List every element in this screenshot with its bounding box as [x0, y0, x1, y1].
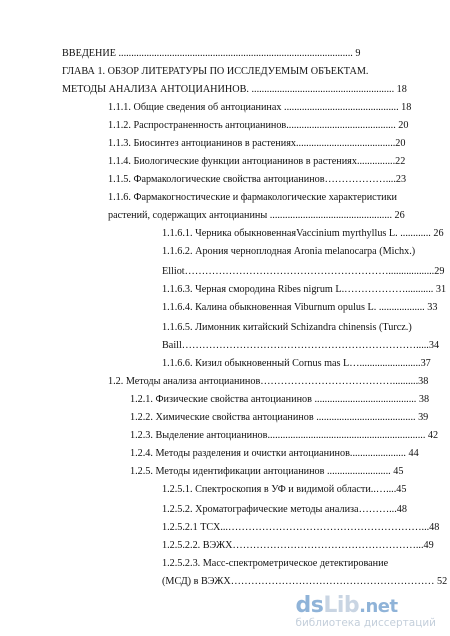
toc-entry	[108, 156, 418, 168]
toc-entry	[162, 246, 418, 258]
toc-entry-text: 1.2.1. Физические свойства антоцианинов ........................................ 38	[130, 394, 430, 405]
toc-entry-text: Baill…………………………………………………………….....34	[162, 340, 440, 351]
toc-entry-text: 1.1.6.3. Черная смородина Ribes nigrum L.………………........... 31	[162, 284, 447, 295]
watermark-logo-text: dsLib.net	[295, 592, 398, 618]
toc-entry-text: 1.2.5. Методы идентификации антоцианинов ......................... 45	[130, 466, 404, 477]
toc-entry-text: 1.1.6. Фармакогностические и фармакологические характеристики	[108, 192, 398, 203]
toc-entry	[162, 522, 440, 534]
toc-entry	[162, 284, 447, 296]
toc-entry-text: 1.1.6.4. Калина обыкновенная Viburnum opulus L. .................. 33	[162, 302, 438, 313]
toc-entry-text: 1.1.2. Распространенность антоцианинов........................................... 20	[108, 120, 409, 131]
toc-entry	[130, 430, 439, 442]
toc-entry-text: 1.2.2. Химические свойства антоцианинов ....................................... 39	[130, 412, 429, 423]
toc-entry-text: растений, содержащих антоцианины ................................................ 26	[108, 210, 405, 221]
toc-entry-text: 1.2.5.2. Хроматографические методы анализа………...48	[162, 504, 407, 515]
toc-entry-text: 1.2. Методы анализа антоцианинов…………………………………..........38	[108, 376, 429, 387]
toc-entry-text: 1.2.5.2.2. ВЭЖХ………………………………………………...49	[162, 540, 434, 551]
toc-entry-text: 1.1.5. Фармакологические свойства антоцианинов………………....23	[108, 174, 407, 185]
toc-entry-text: 1.2.4. Методы разделения и очистки антоцианинов...................... 44	[130, 448, 419, 459]
toc-entry	[130, 412, 429, 424]
toc-entry	[108, 210, 418, 222]
toc-entry-text: 1.1.6.6. Кизил обыкновенный Cornus mas L…........................37	[162, 358, 431, 369]
toc-entry-text: (МСД) в ВЭЖХ…………………………………………………… 52	[162, 576, 448, 587]
dslib-watermark	[295, 592, 436, 629]
toc-entry-text: Elliot……………………………………………………..................29	[162, 266, 445, 277]
toc-entry	[162, 540, 434, 552]
toc-entry-text: ГЛАВА 1. ОБЗОР ЛИТЕРАТУРЫ ПО ИССЛЕДУЕМЫМ ОБЪЕКТАМ.	[62, 66, 369, 77]
toc-entry	[130, 394, 430, 406]
toc-entry	[62, 84, 418, 96]
toc-entry	[162, 504, 418, 516]
toc-entry	[162, 266, 445, 278]
toc-entry	[162, 558, 418, 570]
toc-entry	[108, 174, 418, 186]
toc-entry	[62, 48, 418, 60]
toc-entry-text: МЕТОДЫ АНАЛИЗА АНТОЦИАНИНОВ. ........................................................ 18	[62, 84, 407, 95]
toc-entry-text: ВВЕДЕНИЕ ............................................................................................ 9	[62, 48, 361, 59]
toc-entry	[162, 322, 418, 334]
watermark-caption: библиотека диссертаций	[295, 616, 436, 629]
toc-entry	[62, 66, 418, 78]
toc-entry-text: 1.2.5.1. Спектроскопия в УФ и видимой области..…....45	[162, 484, 407, 495]
toc-entry	[130, 466, 418, 478]
toc-entry-text: 1.1.6.2. Арония черноплодная Aronia melanocarpa (Michx.)	[162, 246, 416, 257]
toc-entry-text: 1.1.6.5. Лимонник китайский Schizandra chinensis (Turcz.)	[162, 322, 412, 333]
toc-entry-text: 1.2.5.2.1 ТСХ...…………………………………………………...48	[162, 522, 440, 533]
toc-entry	[162, 340, 440, 352]
toc-entry	[108, 192, 418, 204]
toc-entry-text: 1.1.3. Биосинтез антоцианинов в растениях.......................................20	[108, 138, 406, 149]
toc-entry	[162, 228, 444, 240]
toc-entry	[162, 302, 438, 314]
toc-entry	[108, 138, 418, 150]
toc-entry	[108, 376, 429, 388]
toc-entry-text: 1.2.3. Выделение антоцианинов.............................................................. 42	[130, 430, 439, 441]
toc-entry-text: 1.1.4. Биологические функции антоцианинов в растениях...............22	[108, 156, 406, 167]
toc-entry	[162, 484, 418, 496]
watermark-logo	[295, 592, 436, 629]
toc-entry-text: 1.2.5.2.3. Масс-спектрометрическое детектирование	[162, 558, 389, 569]
toc-entry	[162, 576, 448, 588]
toc-entry	[130, 448, 418, 460]
toc-entry-text: 1.1.6.1. Черника обыкновеннаяVaccinium myrthyllus L. ............ 26	[162, 228, 444, 239]
toc-entry-text: 1.1.1. Общие сведения об антоцианинах ............................................. 18	[108, 102, 412, 113]
toc-entry	[162, 358, 431, 370]
toc-entry	[108, 102, 418, 114]
toc-entry	[108, 120, 418, 132]
